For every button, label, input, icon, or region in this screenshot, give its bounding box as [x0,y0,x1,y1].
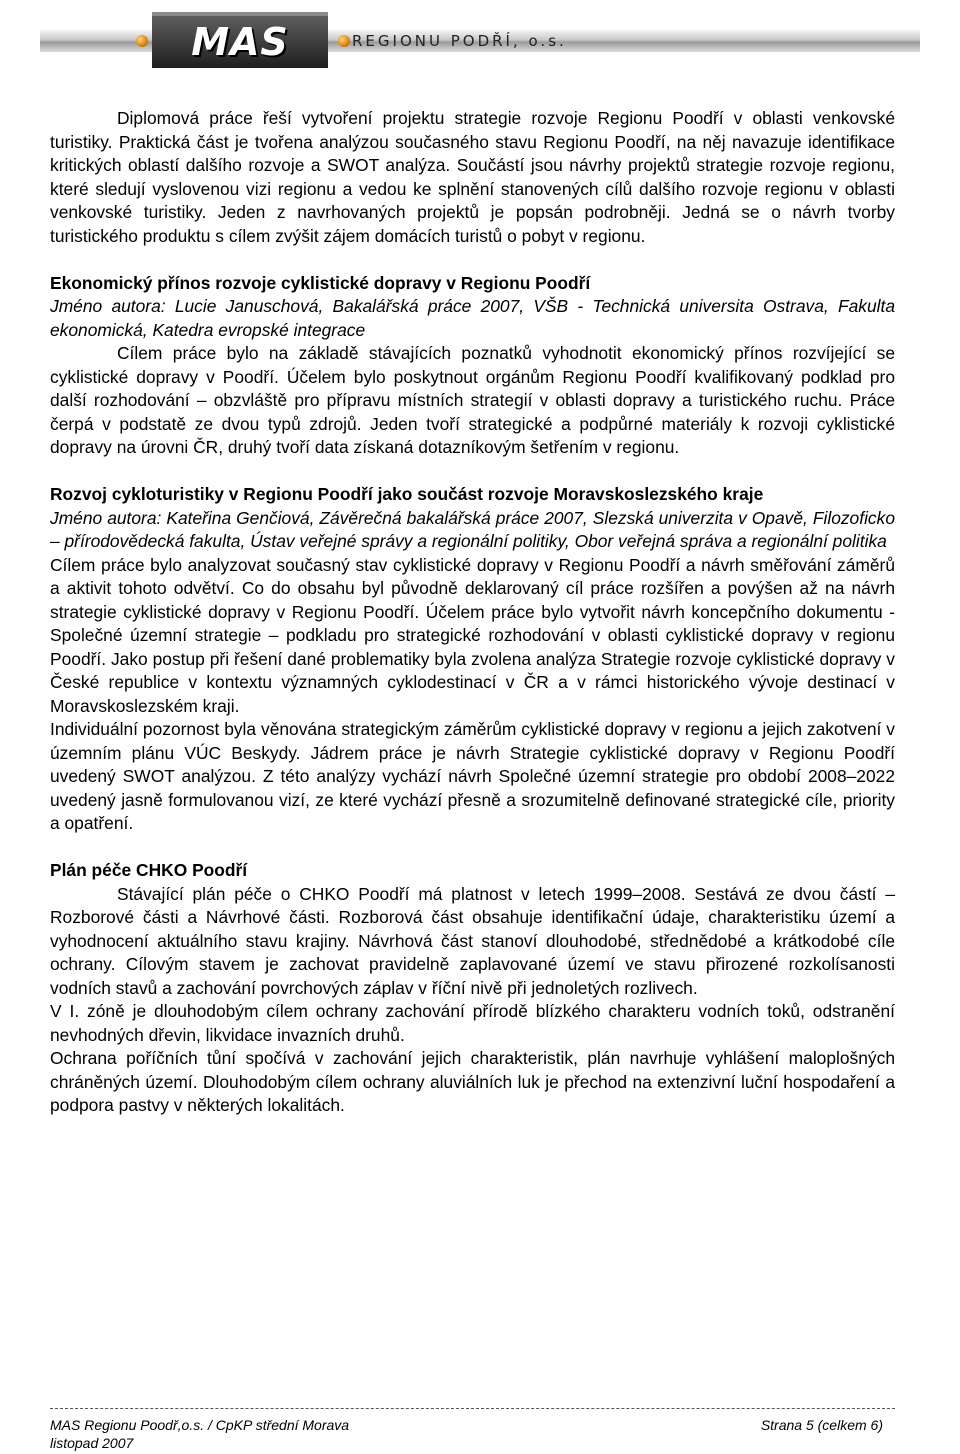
section-title: Rozvoj cykloturistiky v Regionu Poodří jako součást rozvoje Moravskoslezského kraje [50,484,764,504]
intro-paragraph: Diplomová práce řeší vytvoření projektu strategie rozvoje Regionu Poodří v oblasti venkovské turistiky. Praktická část je tvořena analýzou současného stavu Regionu Poodří, na něj navazuje identifikace kritických oblastí dalšího rozvoje a SWOT analýza. Součástí jsou návrhy projektů strategie rozvoje regionu, které sledují vyslovenou vizi regionu a vedou ke splnění stanovených cílů dalšího rozvoje regionu v oblasti venkovské turistiky. Jeden z navrhovaných projektů je popsán podrobněji. Jedná se o návrh tvorby turistického produktu s cílem zvýšit zájem domácích turistů o pobyt v regionu. [50,108,895,246]
section-paragraph: Cílem práce bylo analyzovat současný stav cyklistické dopravy v Regionu Poodří a návrh směřování záměrů a aktivit tohoto odvětví. Co do obsahu byl původně deklarovaný cíl práce rozšířen a povýšen až na návrh strategie cyklistické dopravy v Regionu Poodří. Účelem práce bylo vytvořit návrh koncepčního dokumentu - Společné územní strategie – podkladu pro strategické rozhodování v oblasti cyklistické dopravy v regionu Poodří. Jako postup při řešení dané problematiky byla zvolena analýza Strategie rozvoje cyklistické dopravy v České republice v kontextu významných cyklodestinací v ČR a v rámci historického vývoje destinací v Moravskoslezském kraji. [50,554,895,716]
logo-subtitle: REGIONU PODŘÍ, o.s. [352,32,567,50]
section-paragraph: Stávající plán péče o CHKO Poodří má platnost v letech 1999–2008. Sestává ze dvou částí – Rozborové části a Návrhové části. Rozborová část obsahuje identifikační údaje, charakteristiku území a vyhodnocení aktuálního stavu krajiny. Návrhová část stanoví dlouhodobé, střednědobé a krátkodobé cíle ochrany. Cílovým stavem je zachovat pravidelně zaplavované území ve stavu přirozené rozkolísanosti vodních stavů a zachování povrchových záplav v říční nivě při jednoletých rozlivech. [50,883,895,998]
document-body [50,107,895,1118]
footer-divider [50,1408,895,1409]
mas-logo [152,12,328,68]
author-line: Jméno autora: Lucie Januschová, Bakalářská práce 2007, VŠB - Technická universita Ostrava, Fakulta ekonomická, Katedra evropské integrace [50,296,895,340]
section-paragraph: Ochrana poříčních tůní spočívá v zachování jejich charakteristik, plán navrhuje vyhlášení maloplošných chráněných území. Dlouhodobým cílem ochrany aluviálních luk je přechod na extenzivní luční hospodaření a podpora pastvy v některých lokalitách. [50,1048,895,1115]
page-number: Strana 5 (celkem 6) [760,1417,883,1433]
section-title: Plán péče CHKO Poodří [50,860,248,880]
author-line: Jméno autora: Kateřina Genčiová, Závěrečná bakalářská práce 2007, Slezská univerzita v Opavě, Filozoficko – přírodovědecká fakulta, Ústav veřejné správy a regionální politiky, Obor veřejná správa a regionální politika [50,507,895,551]
header-banner [0,0,960,80]
section-paragraph: Individuální pozornost byla věnována strategickým záměrům cyklistické dopravy v regionu a jejich zakotvení v územním plánu VÚC Beskydy. Jádrem práce je návrh Strategie cyklistické dopravy v Regionu Poodří uvedený SWOT analýzou. Z této analýzy vychází návrh Společné územní strategie pro období 2008–2022 uvedený jasně formulovanou vizí, ze které vychází přesně a srozumitelně definované strategické cíle, priority a opatření. [50,719,895,833]
section-paragraph: V I. zóně je dlouhodobým cílem ochrany zachování přírodě blízkého charakteru vodních toků, odstranění nevhodných dřevin, likvidace invazních druhů. [50,1001,895,1045]
logo-text: MAS [191,20,289,64]
footer-date: listopad 2007 [50,1435,134,1451]
section-title: Ekonomický přínos rozvoje cyklistické dopravy v Regionu Poodří [50,272,591,293]
bullet-dot-icon [136,35,148,47]
section-paragraph: Cílem práce bylo na základě stávajících poznatků vyhodnotit ekonomický přínos rozvíjející se cyklistické dopravy v Poodří. Účelem bylo poskytnout orgánům Regionu Poodří kvalifikovaný podklad pro další rozhodování – obzvláště pro přípravu místních strategií v oblasti dopravy a turistického ruchu. Práce čerpá v podstatě ze dvou typů zdrojů. Jeden tvoří strategické a podpůrné materiály k rozvoji cyklistické dopravy na úrovni ČR, druhý tvoří data získaná dotazníkovým šetřením v regionu. [50,343,895,457]
footer-organization: MAS Regionu Poodř,o.s. / CpKP střední Morava [50,1417,350,1433]
bullet-dot-icon [338,35,350,47]
